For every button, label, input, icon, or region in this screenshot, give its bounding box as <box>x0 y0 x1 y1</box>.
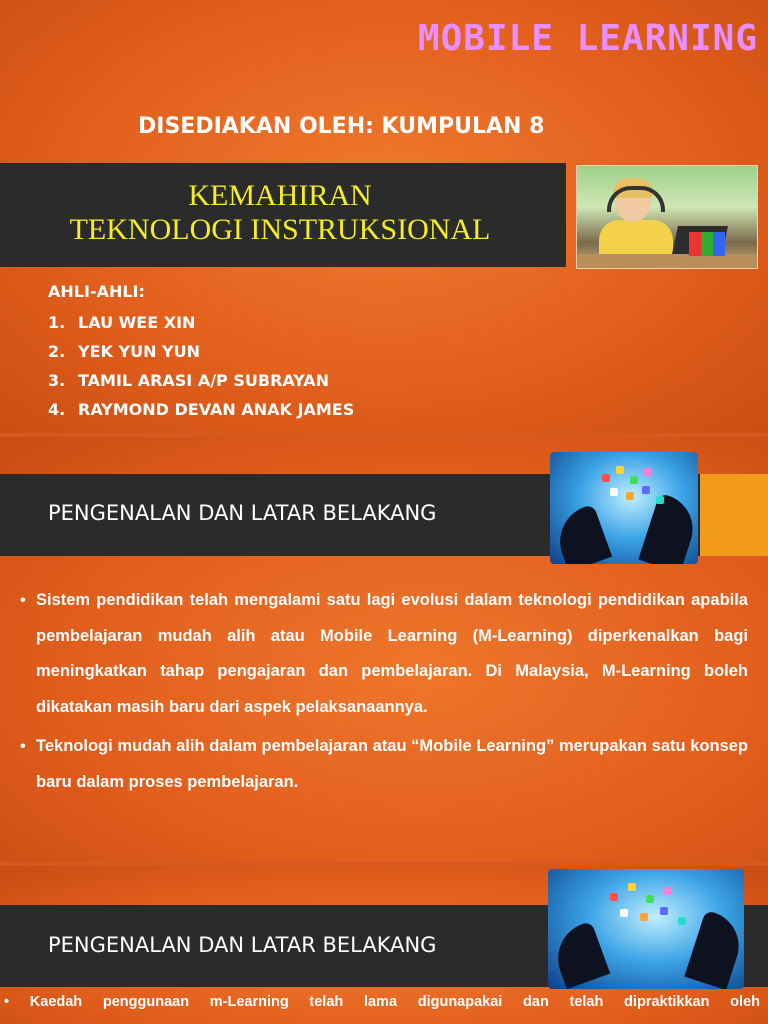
mobile-tech-image <box>548 869 744 989</box>
bullet-list <box>20 583 748 804</box>
course-title <box>0 179 560 247</box>
main-title: MOBILE LEARNING <box>417 18 758 59</box>
prepared-by: DISEDIAKAN OLEH: KUMPULAN 8 <box>138 114 545 139</box>
list-item: 4. RAYMOND DEVAN ANAK JAMES <box>48 400 355 419</box>
intro-slide-continued <box>0 866 768 1024</box>
child-laptop-photo <box>576 165 758 269</box>
list-item: 3. TAMIL ARASI A/P SUBRAYAN <box>48 371 330 390</box>
list-item: • Teknologi mudah alih dalam pembelajaran atau “Mobile Learning” merupakan satu konsep baru dalam proses pembelajaran. <box>20 729 748 800</box>
course-line-1: KEMAHIRAN <box>188 179 372 212</box>
list-item: • Sistem pendidikan telah mengalami satu lagi evolusi dalam teknologi pendidikan apabila pembelajaran mudah alih atau Mobile Learning (M-Learning) diperkenalkan bagi meningkatkan tahap pengajaran dan pembelajaran. Di Malaysia, M-Learning boleh dikatakan masih baru dari aspek pelaksanaannya. <box>20 583 748 725</box>
intro-slide <box>0 437 768 862</box>
accent-strip <box>700 474 768 556</box>
mobile-tech-image <box>550 452 698 564</box>
members-list <box>48 308 354 424</box>
list-item: 2. YEK YUN YUN <box>48 342 200 361</box>
section-title: PENGENALAN DAN LATAR BELAKANG <box>48 933 437 957</box>
body-text: • Kaedah penggunaan m-Learning telah lama digunapakai dan telah dipraktikkan oleh <box>4 994 760 1010</box>
course-line-2: TEKNOLOGI INSTRUKSIONAL <box>69 213 491 246</box>
title-slide <box>0 0 768 433</box>
members-title: AHLI-AHLI: <box>48 282 145 301</box>
section-title: PENGENALAN DAN LATAR BELAKANG <box>48 501 437 525</box>
list-item: 1. LAU WEE XIN <box>48 313 196 332</box>
